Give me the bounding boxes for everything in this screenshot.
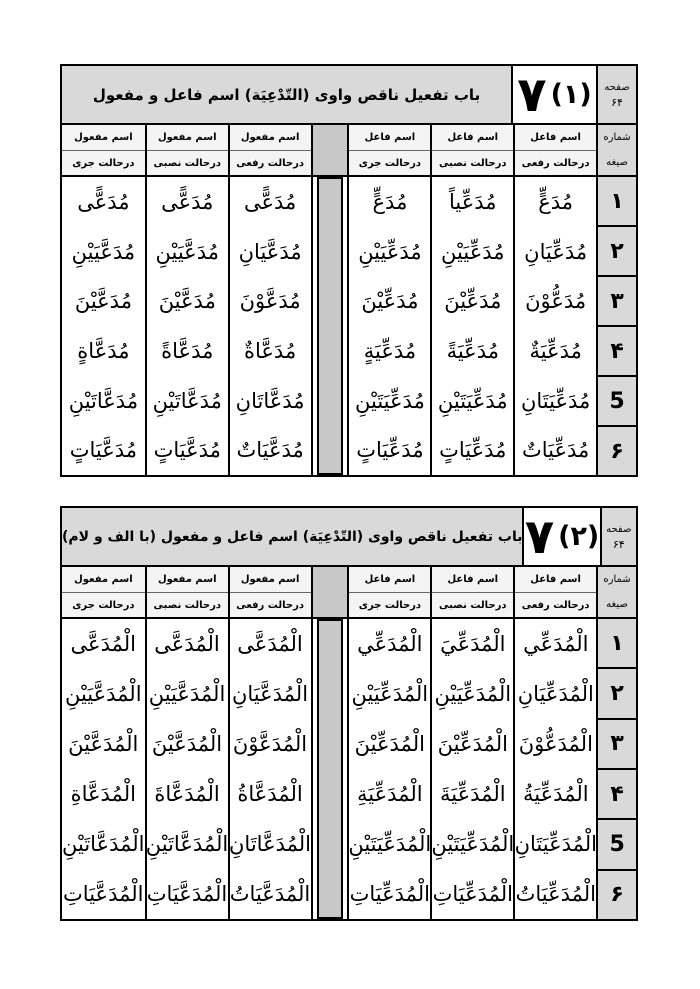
table-cell: الْمُدَعِّيَ xyxy=(440,632,506,656)
table-cell: مُدَعِّیْنَ xyxy=(444,289,502,314)
column-header-line: درحالت نصبی xyxy=(439,599,507,611)
column-header-line: اسم مفعول xyxy=(230,567,311,593)
table-cell: الْمُدَعَّاةَ xyxy=(154,782,220,806)
table-cell: مُدَعَّیَاتٍ xyxy=(153,438,221,463)
table-cell: الْمُدَعَّیَاتِ xyxy=(146,882,228,906)
table-cell: الْمُدَعِّیَةِ xyxy=(357,782,423,806)
table-body xyxy=(62,619,636,919)
table-cell: مُدَعِّیَاتٌ xyxy=(521,438,590,463)
table-cell: الْمُدَعَّیْنَ xyxy=(151,732,223,756)
data-column xyxy=(513,619,596,919)
column-header-line: اسم مفعول xyxy=(62,567,145,593)
table-cell: مُدَعٍّ xyxy=(372,189,408,214)
column-header-line: شماره xyxy=(603,574,631,585)
column-header-line: درحالت نصبی xyxy=(153,599,221,611)
table-cell: مُدَعَّاةٍ xyxy=(77,338,130,363)
data-column xyxy=(145,619,228,919)
table-body xyxy=(62,177,636,475)
table-cell: الْمُدَعِّیَاتِ xyxy=(432,882,514,906)
row-number: ۳ xyxy=(598,277,636,327)
table-cell: الْمُدَعِّیَتَیْنِ xyxy=(348,832,432,856)
table-cell: مُدَعِّیَةً xyxy=(446,338,499,363)
page-number: ۶۴ xyxy=(611,95,623,109)
table-cell: مُدَعَّاتَیْنِ xyxy=(68,388,139,413)
row-number: 5 xyxy=(598,377,636,427)
table-cell: الْمُدَعَّیَاتِ xyxy=(63,882,144,906)
page-reference xyxy=(600,508,636,565)
column-header xyxy=(347,125,430,175)
table-cell: الْمُدَعِّي xyxy=(523,632,589,656)
data-column xyxy=(513,177,596,475)
table-cell: الْمُدَعَّى xyxy=(237,632,303,656)
column-headers xyxy=(62,125,636,177)
table-cell: مُدَعِّیَانِ xyxy=(524,239,588,264)
column-header-line: اسم مفعول xyxy=(62,125,145,151)
column-header-line: درحالت جری xyxy=(358,157,422,169)
column-header-line: درحالت جری xyxy=(72,599,135,611)
column-header xyxy=(145,125,228,175)
data-column xyxy=(62,619,145,919)
table-cell: مُدَعِّیاً xyxy=(449,189,497,214)
page-number: ۶۴ xyxy=(612,537,625,551)
table-cell: مُدَعَّیَاتٍ xyxy=(69,438,138,463)
table-cell: الْمُدَعِّیْنَ xyxy=(437,732,508,756)
table-number-sub: (۱) xyxy=(550,78,592,110)
separator-column xyxy=(311,177,348,475)
row-number: ۴ xyxy=(598,327,636,377)
table-cell: الْمُدَعَّى xyxy=(154,632,220,656)
table-cell: الْمُدَعَّاةُ xyxy=(237,782,303,806)
column-header-line: درحالت رفعی xyxy=(236,157,304,169)
page-reference xyxy=(596,66,636,123)
data-column xyxy=(347,619,430,919)
table-cell: الْمُدَعِّیَاتِ xyxy=(349,882,431,906)
table-cell: الْمُدَعَّیَاتُ xyxy=(229,882,311,906)
table-cell: مُدَعِّیَیْنِ xyxy=(441,239,505,264)
column-header xyxy=(513,125,596,175)
data-column xyxy=(145,177,228,475)
row-number: ۱ xyxy=(598,619,636,669)
column-header-line: درحالت رفعی xyxy=(521,157,590,169)
table-cell: الْمُدَعِّیَاتُ xyxy=(515,882,597,906)
separator-column xyxy=(311,619,348,919)
column-header-line: اسم مفعول xyxy=(147,567,228,593)
column-header-line: اسم مفعول xyxy=(230,125,311,151)
table-cell: مُدَعِّیْنَ xyxy=(361,289,419,314)
table-cell: الْمُدَعَّیَیْنِ xyxy=(64,682,142,706)
data-column xyxy=(430,619,513,919)
table-cell: الْمُدَعَّاتَانِ xyxy=(229,832,311,856)
column-header xyxy=(347,567,430,617)
column-header-line: اسم فاعل xyxy=(349,567,430,593)
table-cell: الْمُدَعِّیَتَیْنِ xyxy=(431,832,515,856)
table-cell: مُدَعًّی xyxy=(161,189,214,214)
table-cell: الْمُدَعِّیَیْنِ xyxy=(351,682,429,706)
table-cell: مُدَعَّیَیْنِ xyxy=(155,239,219,264)
table-cell: الْمُدَعِّیَةَ xyxy=(440,782,506,806)
column-header-line: درحالت رفعی xyxy=(236,599,304,611)
column-header-line: درحالت نصبی xyxy=(439,157,507,169)
table-cell: مُدَعَّیْنَ xyxy=(158,289,216,314)
row-number: ۶ xyxy=(598,427,636,475)
separator-header xyxy=(311,125,348,175)
table-cell: مُدَعَّاةٌ xyxy=(244,338,297,363)
table-cell: الْمُدَعِّیَانِ xyxy=(517,682,594,706)
table-cell: الْمُدَعِّیَتَانِ xyxy=(514,832,597,856)
table-cell: الْمُدَعَّاتَیْنِ xyxy=(62,832,145,856)
table-cell: مُدَعِّیَةٍ xyxy=(363,338,417,363)
table-cell: الْمُدَعِّیْنَ xyxy=(354,732,425,756)
table-cell: مُدَعًّی xyxy=(77,189,130,214)
table-cell: مُدَعَّیْنَ xyxy=(74,289,132,314)
table-cell: الْمُدَعَّاةِ xyxy=(70,782,136,806)
data-column xyxy=(228,177,311,475)
conjugation-table-1 xyxy=(60,64,638,477)
column-header xyxy=(62,125,145,175)
table-cell: مُدَعِّیَتَیْنِ xyxy=(437,388,508,413)
column-header-line: صیغه xyxy=(606,599,628,610)
data-column xyxy=(228,619,311,919)
table-cell: الْمُدَعَّى xyxy=(70,632,136,656)
column-header-line: درحالت جری xyxy=(358,599,422,611)
table-cell: مُدَعِّیَیْنِ xyxy=(358,239,422,264)
table-cell: الْمُدَعِّیَیْنِ xyxy=(434,682,512,706)
column-header-line: اسم فاعل xyxy=(515,125,596,151)
conjugation-table-2 xyxy=(60,506,638,921)
column-header xyxy=(145,567,228,617)
row-number-column xyxy=(596,619,636,919)
table-header xyxy=(62,66,636,125)
column-headers xyxy=(62,567,636,619)
column-header-line: اسم فاعل xyxy=(432,125,513,151)
table-cell: مُدَعَّیَاتٌ xyxy=(236,438,304,463)
column-header-number xyxy=(596,567,636,617)
column-header-number xyxy=(596,125,636,175)
row-number-column xyxy=(596,177,636,475)
column-header xyxy=(430,567,513,617)
column-header-line: اسم فاعل xyxy=(432,567,513,593)
table-title: باب تفعیل ناقص واوی (التّدْعِیَة) اسم فاعل و مفعول xyxy=(62,66,511,123)
table-cell: مُدَعَّیَانِ xyxy=(238,239,302,264)
page-label: صفحه xyxy=(604,81,630,93)
table-number-main: ۷ xyxy=(517,66,547,123)
table-cell: الْمُدَعُّوْنَ xyxy=(518,732,593,756)
row-number: ۶ xyxy=(598,871,636,919)
column-header-line: اسم فاعل xyxy=(349,125,430,151)
table-cell: مُدَعَّاةً xyxy=(161,338,214,363)
table-number xyxy=(522,508,599,565)
column-header-line: اسم فاعل xyxy=(515,567,596,593)
page-label: صفحه xyxy=(606,523,632,535)
column-header xyxy=(228,567,311,617)
table-cell: الْمُدَعِّي xyxy=(357,632,423,656)
separator-header xyxy=(311,567,348,617)
table-cell: مُدَعَّوْنَ xyxy=(239,289,301,314)
table-cell: مُدَعَّاتَیْنِ xyxy=(152,388,222,413)
column-header xyxy=(513,567,596,617)
table-cell: مُدَعَّیَیْنِ xyxy=(71,239,136,264)
table-cell: الْمُدَعَّیَیْنِ xyxy=(148,682,226,706)
table-cell: مُدَعِّیَةٌ xyxy=(529,338,582,363)
row-number: 5 xyxy=(598,820,636,870)
table-cell: مُدَعِّیَتَیْنِ xyxy=(355,388,425,413)
data-column xyxy=(347,177,430,475)
column-header-line: اسم مفعول xyxy=(147,125,228,151)
data-column xyxy=(62,177,145,475)
row-number: ۲ xyxy=(598,669,636,719)
row-number: ۲ xyxy=(598,227,636,277)
table-cell: الْمُدَعِّیَةُ xyxy=(523,782,589,806)
table-title: باب تفعیل ناقص واوی (التّدْعِیَة) اسم فاعل و مفعول (با الف و لام) xyxy=(62,508,522,565)
table-cell: الْمُدَعَّاتَیْنِ xyxy=(145,832,229,856)
data-column xyxy=(430,177,513,475)
row-number: ۴ xyxy=(598,770,636,820)
column-header xyxy=(228,125,311,175)
table-cell: مُدَعًّی xyxy=(243,189,297,214)
table-number xyxy=(511,66,596,123)
table-cell: الْمُدَعَّیَانِ xyxy=(231,682,309,706)
table-cell: مُدَعٍّ xyxy=(538,189,574,214)
table-header xyxy=(62,508,636,567)
separator-bar xyxy=(317,619,344,919)
column-header-line: درحالت نصبی xyxy=(153,157,221,169)
table-number-sub: (۲) xyxy=(558,520,600,552)
table-cell: مُدَعَّاتَانِ xyxy=(235,388,305,413)
column-header xyxy=(62,567,145,617)
separator-bar xyxy=(317,177,344,475)
row-number: ۳ xyxy=(598,720,636,770)
table-cell: مُدَعِّیَاتٍ xyxy=(356,438,424,463)
table-cell: مُدَعِّیَتَانِ xyxy=(520,388,591,413)
column-header-line: درحالت جری xyxy=(72,157,135,169)
column-header xyxy=(430,125,513,175)
row-number: ۱ xyxy=(598,177,636,227)
table-cell: الْمُدَعَّیْنَ xyxy=(68,732,139,756)
column-header-line: شماره xyxy=(603,132,631,143)
column-header-line: صیغه xyxy=(606,157,628,168)
table-number-main: ۷ xyxy=(524,508,555,565)
column-header-line: درحالت رفعی xyxy=(521,599,590,611)
table-cell: الْمُدَعَّوْنَ xyxy=(232,732,308,756)
table-cell: مُدَعِّیَاتٍ xyxy=(439,438,507,463)
table-cell: مُدَعُّوْنَ xyxy=(525,289,587,314)
